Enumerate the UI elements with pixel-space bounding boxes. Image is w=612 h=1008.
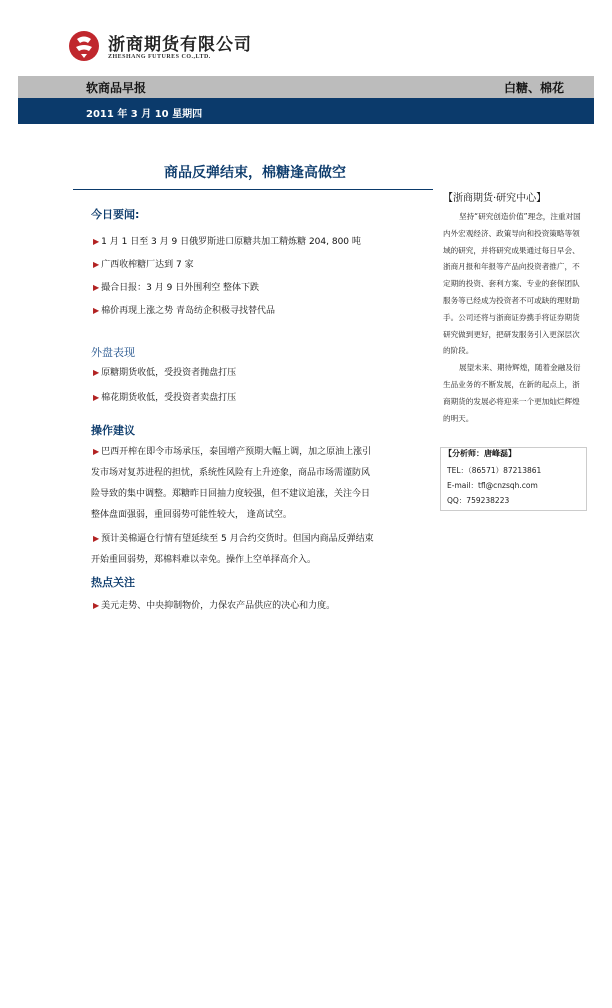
bullet-arrow-icon: ▶ [93, 601, 100, 610]
sidebar-paragraph: 展望未来、期待辉煌，随着金融及衍生品业务的不断发展，在新的起点上，浙商期货的发展必将迎来一个更加灿烂辉煌的明天。 [443, 363, 581, 423]
company-logo-icon [68, 30, 104, 62]
list-item: ▶ 棉价再现上涨之势 青岛纺企积极寻找替代品 [93, 306, 276, 316]
list-item: ▶ 原糖期货收低，受投资者抛盘打压 [93, 368, 237, 378]
bullet-arrow-icon: ▶ [93, 237, 100, 246]
bullet-arrow-icon: ▶ [93, 393, 100, 402]
commodity-label: 白糖、棉花 [503, 81, 564, 95]
sidebar-intro [443, 209, 581, 427]
list-item: ▶ 美元走势、中央抑制物价，力保农产品供应的决心和力度。 [93, 601, 336, 611]
report-title: 软商品早报 [86, 81, 147, 95]
bullet-arrow-icon: ▶ [93, 368, 100, 377]
company-name-en: ZHESHANG FUTURES CO.,LTD. [108, 54, 211, 60]
bullet-arrow-icon: ▶ [93, 260, 100, 269]
section-heading-advice: 操作建议 [91, 424, 135, 437]
bullet-arrow-icon: ▶ [93, 447, 100, 456]
company-name-cn: 浙商期货有限公司 [108, 35, 252, 55]
sidebar-paragraph: 坚持“研究创造价值”理念，注重对国内外宏观经济、政策导向和投资策略等领域的研究，并将研究成果通过每日早会、浙商月报和年报等产品向投资者推广，不定期的投资、套利方案、专业的套保团队服务等已经成为投资者不可或缺的理财助手。公司还将与浙商证券携手将证券期货研究做到更好，把研发服务引入更深层次的阶段。 [443, 212, 581, 356]
text-line: 险导致的集中调整。郑糖昨日回抽力度较强，但不建议追涨，关注今日 [91, 489, 371, 499]
analyst-qq: QQ：759238223 [447, 496, 510, 505]
text-line: 开始重回弱势，郑棉料难以幸免。操作上空单择高介入。 [91, 555, 317, 565]
list-item: ▶ 棉花期货收低，受投资者卖盘打压 [93, 393, 237, 403]
list-item: ▶ 广西收榨糖厂达到 7 家 [93, 260, 194, 270]
sidebar-title: 【浙商期货·研究中心】 [443, 193, 547, 204]
list-item: ▶ 1 月 1 日至 3 月 9 日俄罗斯进口原糖共加工精炼糖 204, 800 吨 [93, 237, 361, 247]
text-line: ▶ 巴西开榨在即令市场承压，泰国增产预期大幅上调，加之原油上涨引 [93, 447, 372, 457]
report-date: 2011 年 3 月 10 星期四 [86, 109, 203, 120]
section-heading-external: 外盘表现 [91, 346, 135, 359]
text-line: ▶ 预计美棉逼仓行情有望延续至 5 月合约交货时。但国内商品反弹结束 [93, 534, 374, 544]
analyst-email[interactable]: E-mail：tfl@cnzsqh.com [447, 481, 538, 490]
text-line: 整体盘面强弱，重回弱势可能性较大， 逢高试空。 [91, 510, 292, 520]
advice-paragraph-1 [91, 441, 431, 526]
divider [73, 189, 433, 190]
bullet-arrow-icon: ▶ [93, 534, 100, 543]
analyst-label: 【分析师：唐峰磊】 [444, 449, 516, 458]
analyst-phone: TEL：（86571）87213861 [447, 466, 542, 475]
section-heading-hot: 热点关注 [91, 576, 135, 589]
headline: 商品反弹结束，棉糖逢高做空 [164, 165, 346, 181]
bullet-arrow-icon: ▶ [93, 283, 100, 292]
section-heading-today-news: 今日要闻: [91, 208, 140, 221]
advice-paragraph-2 [91, 528, 431, 571]
text-line: 发市场对复苏进程的担忧，系统性风险有上升迹象，商品市场需谨防风 [91, 468, 371, 478]
bullet-arrow-icon: ▶ [93, 306, 100, 315]
list-item: ▶ 撮合日报：3 月 9 日外围利空 整体下跌 [93, 283, 260, 293]
